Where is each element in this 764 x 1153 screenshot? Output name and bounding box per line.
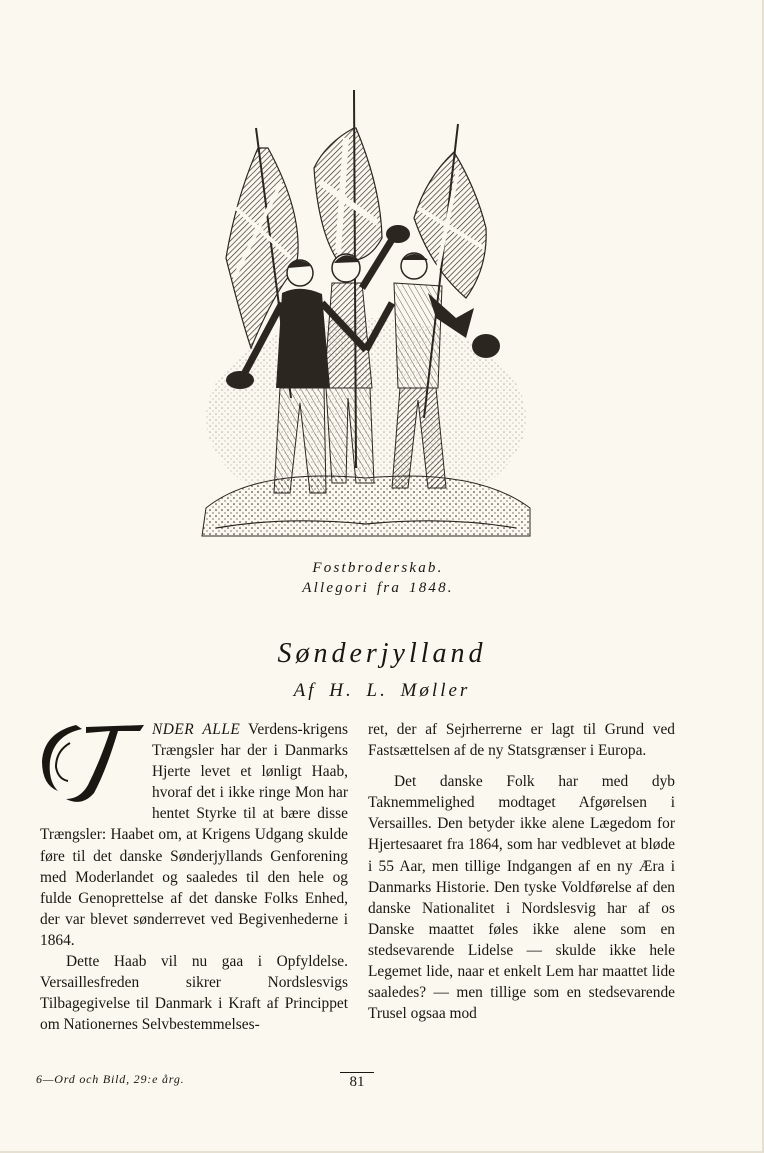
page-number: 81: [340, 1072, 374, 1091]
paragraph: Det danske Folk har med dyb Taknemmelighed modtaget Afgørelsen i Versailles. Den betyder ikke alene Lægedom for Hjertesaaret fra 1864, som har vedblevet at bløde i 55 Aar, men tillige Indgangen af en ny Æra i Danmarks Historie. Den tyske Voldførelse af den danske Nationalitet i Nordslesvig har af os Danske maattet føles ikke alene som en stedsevarende Lidelse — skulde ikke hele Legemet lide, naar et enkelt Lem har maattet lide saaledes? — men tillige som en stedsevarende Trusel ogsaa mod: [368, 773, 675, 1023]
decorative-initial: [36, 721, 150, 805]
flag-right: [414, 152, 486, 298]
text-column-left: [40, 719, 348, 1035]
illustration-caption-subtitle: Allegori fra 1848.: [302, 580, 454, 596]
illustration-brotherhood: [196, 88, 536, 544]
paragraph: [40, 719, 348, 951]
illustration-caption-title: Fostbroderskab.: [312, 560, 444, 576]
signature-mark: 6—Ord och Bild, 29:e årg.: [36, 1072, 185, 1086]
paragraph: ret, der af Sejrherrerne er lagt til Grund ved Fastsættelsen af de ny Statsgrænser i Europa.: [368, 721, 675, 760]
text-column-right: [368, 719, 675, 1024]
lead-caps: NDER ALLE: [152, 721, 241, 738]
article-byline: Af H. L. Møller: [293, 680, 471, 701]
paragraph: Dette Haab vil nu gaa i Opfyldelse. Versaillesfreden sikrer Nordslesvigs Tilbagegivelse til Danmark i Kraft af Princippet om Nationernes Selvbestemmelses-: [40, 953, 348, 1034]
article-title: Sønderjylland: [277, 638, 487, 669]
ground: [202, 476, 530, 536]
paragraph-text: Verdens-krigens Trængsler har der i Danmarks Hjerte levet et lønligt Haab, hvoraf det i ikke ringe Mon har hentet Styrke til at bære disse Trængsler: Haabet om, at Krigens Udgang skulde føre til det danske Sønderjyllands Genforening med Moderlandet og saaledes til den hele og fulde Genoprettelse af det danske Folks Enhed, der var blevet sønderrevet ved Begivenhederne i 1864.: [40, 721, 348, 949]
